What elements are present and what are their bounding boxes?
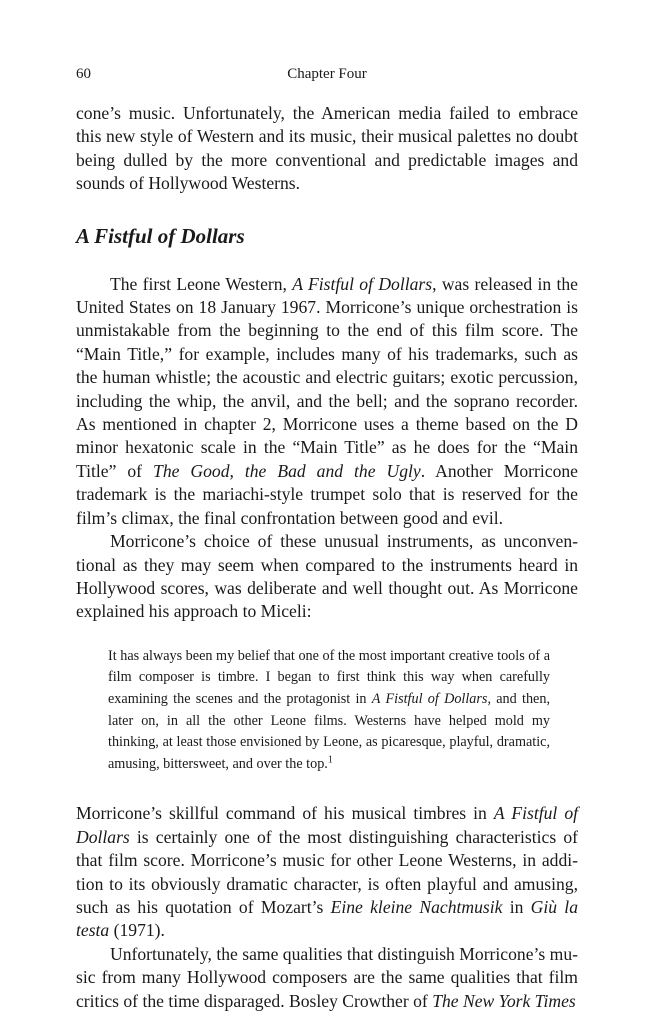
text-span: , was released in the United States on 18 January 1967. Morricone’s unique orchestration is unmistakable from the beginning to the end of this film score. The “Main Title,” for example, includes many of his trademarks, such as the human whistle; the acoustic and electric guitars; exotic percussion, including the whip, the anvil, and the bell; and the soprano recorder. As mentioned in chapter 2, Morricone uses a theme based on the D minor hexatonic scale in the “Main Title” as he does for the “Main Title” of — [76, 273, 578, 481]
paragraph-timbres — [76, 802, 578, 942]
film-title: The Good, the Bad and the Ugly — [153, 460, 421, 481]
paragraph-first-leone-western — [76, 273, 578, 530]
text-span: is certainly one of the most distinguishing characteristics of that film score. Morricone’s music for other Leone Westerns, in addi-tion to its obviously dramatic character, is often playful and amusing, such as his quotation of Mozart’s — [76, 826, 578, 917]
block-quote — [108, 646, 550, 776]
text-span: . Another Morricone trademark is the mariachi-style trumpet solo that is reserved for the film’s climax, the final confrontation between good and evil. — [76, 460, 578, 528]
text-span: , and then, later on, in all the other Leone films. Westerns have helped mold my thinking, at least those envisioned by Leone, as picaresque, playful, dramatic, amusing, bittersweet, and over the top. — [108, 690, 550, 772]
text-span: (1971). — [109, 920, 165, 941]
film-title: A Fistful of Dollars — [371, 690, 488, 707]
running-head: Chapter Four — [287, 66, 367, 82]
footnote-marker: 1 — [327, 753, 333, 765]
paragraph-instrument-choice: Morricone’s choice of these unusual instruments, as unconven-tional as they may seem when compared to the instruments heard in Hollywood scores, was deliberate and well thought out. As Morricone explained his approach to Miceli: — [76, 531, 578, 622]
quote-text — [108, 646, 550, 776]
page-number: 60 — [76, 66, 91, 82]
text-span: It has always been my belief that one of the most important creative tools of a film composer is timbre. I began to first think this way when carefully examining the scenes and the protagonist in — [108, 647, 550, 707]
text-span: Unfortunately, the same qualities that distinguish Morricone’s mu-sic from many Hollywood composers are the same qualities that film critics of the time disparaged. Bosley Crowther of — [76, 943, 578, 1011]
paragraph-continuation: cone’s music. Unfortunately, the American media failed to embrace this new style of Western and its music, their musical palettes no doubt being dulled by the more conventional and predictable images and sounds of Hollywood Westerns. — [76, 103, 578, 194]
text-span: The first Leone Western, — [110, 273, 293, 294]
film-title: A Fistful of Dollars — [292, 273, 433, 294]
text-span: in — [502, 896, 531, 917]
work-title: Eine kleine Nachtmusik — [330, 896, 503, 917]
publication-title: The New York Times — [432, 990, 576, 1011]
film-title: Giù la testa — [76, 896, 578, 941]
section-heading: A Fistful of Dollars — [76, 223, 245, 248]
text-span: Morricone’s skillful command of his musical timbres in — [76, 803, 494, 824]
page-body — [76, 102, 578, 1013]
page-header — [76, 66, 578, 88]
film-title: A Fistful of Dollars — [76, 803, 579, 847]
paragraph-critics — [76, 943, 578, 1013]
